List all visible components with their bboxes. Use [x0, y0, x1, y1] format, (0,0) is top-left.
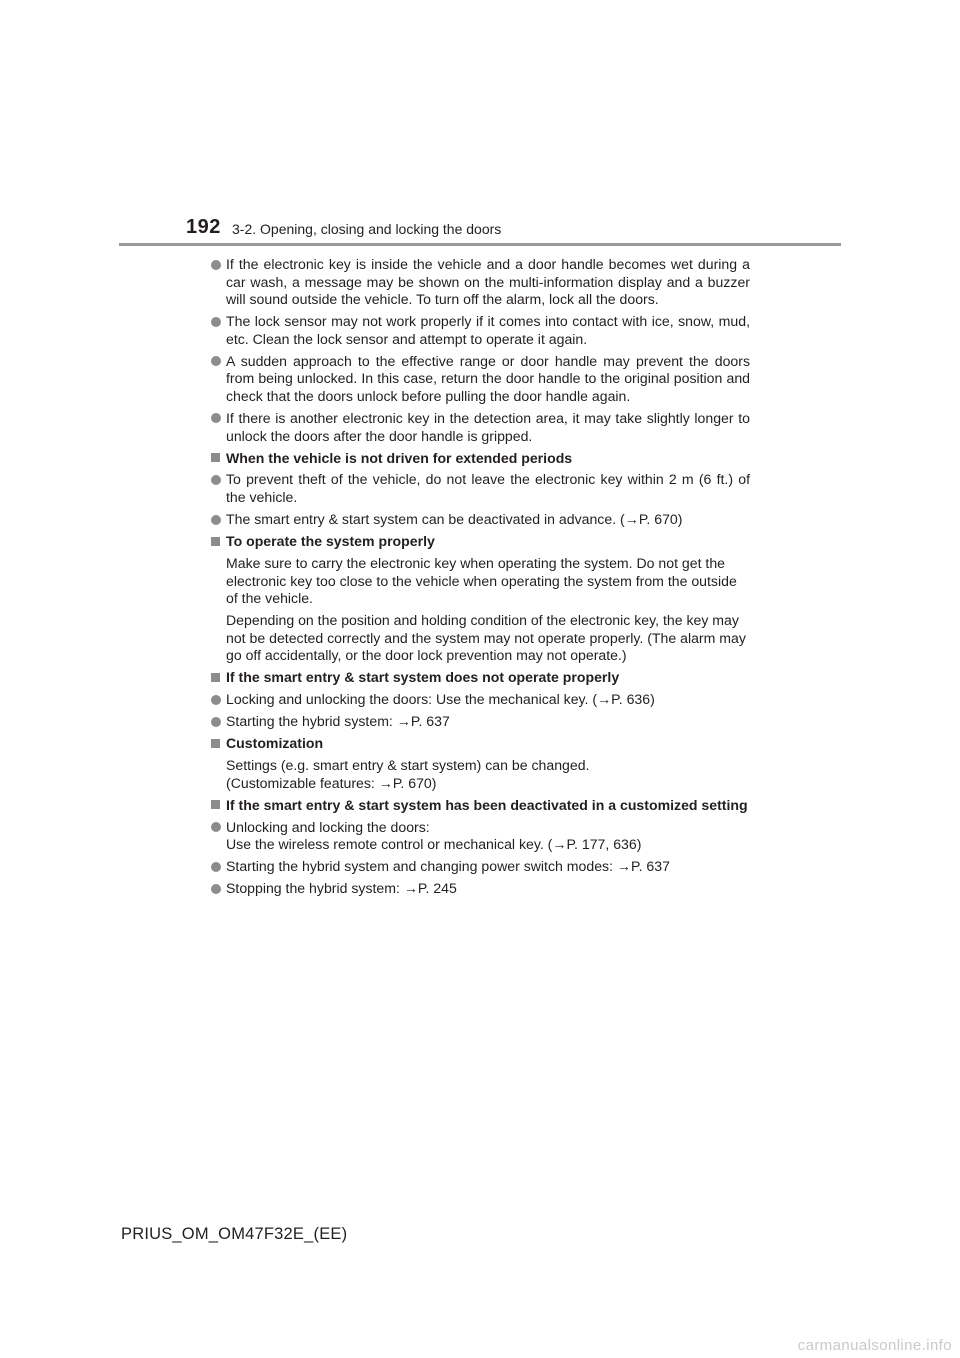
- subheading-deactivated: [210, 797, 750, 815]
- bullet-circle-icon: [211, 475, 221, 485]
- page-number: 192: [186, 216, 221, 238]
- section-title: 3-2. Opening, closing and locking the doors: [232, 221, 502, 237]
- list-item-line: Unlocking and locking the doors:: [226, 818, 430, 835]
- bullet-circle-icon: [211, 717, 221, 727]
- bullet-circle-icon: [211, 356, 221, 366]
- list-item-text: The lock sensor may not work properly if it comes into contact with ice, snow, mud, etc. Clean the lock sensor and attempt to operate it again.: [226, 313, 750, 347]
- paragraph-line: (Customizable features: →P. 670): [226, 774, 437, 791]
- footer-document-code: PRIUS_OM_OM47F32E_(EE): [121, 1225, 348, 1243]
- list-item: [210, 313, 750, 348]
- list-item: [210, 880, 750, 898]
- watermark: carmanualsonline.info: [797, 1337, 952, 1354]
- list-item-text: Starting the hybrid system and changing power switch modes: →P. 637: [226, 858, 670, 875]
- list-item: [210, 511, 750, 529]
- subheading-extended-periods: [210, 450, 750, 468]
- bullet-circle-icon: [211, 695, 221, 705]
- bullet-circle-icon: [211, 862, 221, 872]
- subheading-not-operate-properly: [210, 669, 750, 687]
- bullet-square-icon: [211, 673, 220, 682]
- list-item: [210, 256, 750, 309]
- list-item-text: Locking and unlocking the doors: Use the mechanical key. (→P. 636): [226, 691, 655, 708]
- list-item-line: Use the wireless remote control or mechanical key. (→P. 177, 636): [226, 836, 642, 853]
- list-item: [210, 353, 750, 406]
- bullet-circle-icon: [211, 260, 221, 270]
- list-item: [210, 713, 750, 731]
- subheading-text: Customization: [226, 735, 324, 752]
- paragraph: Depending on the position and holding condition of the electronic key, the key may not be detected correctly and the system may not operate properly. (The alarm may go off accidentally, or the door lock prevention may not operate.): [226, 612, 746, 664]
- bullet-square-icon: [211, 537, 220, 546]
- list-item-text: Stopping the hybrid system: →P. 245: [226, 880, 457, 897]
- list-item: [210, 410, 750, 445]
- page-body: [210, 256, 750, 902]
- header-divider: [119, 243, 841, 246]
- bullet-square-icon: [211, 739, 220, 748]
- list-item-text: A sudden approach to the effective range or door handle may prevent the doors from being unlocked. In this case, return the door handle to the original position and check that the doors unlock before pulling the door handle again.: [226, 352, 750, 404]
- list-item-text: To prevent theft of the vehicle, do not leave the electronic key within 2 m (6 ft.) of the vehicle.: [226, 471, 750, 506]
- bullet-circle-icon: [211, 822, 221, 832]
- subheading-customization: [210, 735, 750, 753]
- bullet-circle-icon: [211, 413, 221, 423]
- list-item-text: If the electronic key is inside the vehicle and a door handle becomes wet during a car wash, a message may be shown on the multi-information display and a buzzer will sound outside the vehicle. To turn off the alarm, lock all the doors.: [226, 256, 750, 308]
- list-item-text: Starting the hybrid system: →P. 637: [226, 713, 450, 730]
- subheading-text: To operate the system properly: [226, 533, 435, 550]
- bullet-square-icon: [211, 800, 220, 809]
- paragraph: [210, 757, 750, 792]
- bullet-circle-icon: [211, 515, 221, 525]
- subheading-text: If the smart entry & start system does not operate properly: [226, 669, 620, 686]
- bullet-circle-icon: [211, 317, 221, 327]
- list-item: [210, 819, 750, 854]
- list-item-text: The smart entry & start system can be deactivated in advance. (→P. 670): [226, 511, 683, 528]
- subheading-operate-properly: [210, 533, 750, 551]
- list-item: [210, 691, 750, 709]
- list-item: [210, 858, 750, 876]
- subheading-text: When the vehicle is not driven for extended periods: [226, 449, 573, 466]
- paragraph-line: Settings (e.g. smart entry & start system) can be changed.: [226, 757, 590, 774]
- subheading-text: If the smart entry & start system has been deactivated in a customized setting: [226, 796, 748, 813]
- bullet-square-icon: [211, 453, 220, 462]
- bullet-circle-icon: [211, 884, 221, 894]
- paragraph: Make sure to carry the electronic key when operating the system. Do not get the electronic key too close to the vehicle when operating the system from the outside of the vehicle.: [226, 555, 737, 607]
- list-item-text: If there is another electronic key in the detection area, it may take slightly longer to unlock the doors after the door handle is gripped.: [226, 409, 750, 444]
- list-item: [210, 471, 750, 506]
